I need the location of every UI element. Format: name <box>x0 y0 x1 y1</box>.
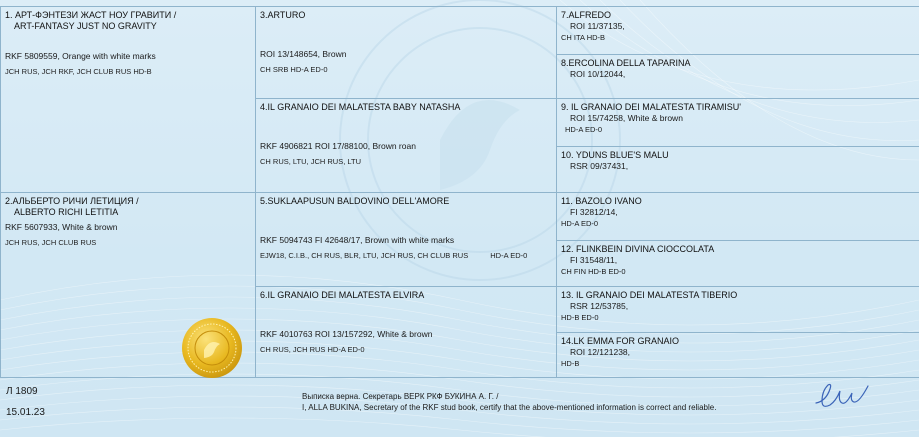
registration: ROI 12/121238, <box>570 346 631 357</box>
pedigree-num: 12. <box>561 243 574 254</box>
pedigree-num: 4. <box>260 102 268 113</box>
titles: HD-A ED-0 <box>565 125 603 135</box>
titles <box>260 250 552 261</box>
titles: HD-B ED-0 <box>561 312 599 322</box>
ancestor-cell-12 <box>557 240 919 286</box>
dog-name: АРТ-ФЭНТЕЗИ ЖАСТ НОУ ГРАВИТИ / <box>15 10 177 20</box>
pedigree-num: 11. <box>561 196 573 207</box>
ancestor-cell-9 <box>557 99 919 147</box>
registration: ROI 15/74258, White & brown <box>570 113 683 124</box>
pedigree-num: 3. <box>260 10 268 20</box>
serial-number: Л 1809 <box>6 386 38 397</box>
titles-list: EJW18, C.I.B., CH RUS, BLR, LTU, JCH RUS, CH CLUB RUS <box>260 251 469 261</box>
parent-cell-1 <box>1 7 256 193</box>
registration: RKF 4010763 ROI 13/157292, White & brown <box>260 328 433 339</box>
registration: RKF 5607933, White & brown <box>5 222 118 233</box>
titles: CH RUS, LTU, JCH RUS, LTU <box>260 157 361 167</box>
dog-name: АЛЬБЕРТО РИЧИ ЛЕТИЦИЯ / <box>12 196 139 207</box>
titles: JCH RUS, JCH CLUB RUS <box>5 238 97 248</box>
ancestor-cell-10 <box>557 147 919 193</box>
registration: FI 32812/14, <box>570 207 618 218</box>
titles: JCH RUS, JCH RKF, JCH CLUB RUS HD-B <box>5 67 152 76</box>
dog-name: LK EMMA FOR GRANAIO <box>573 335 680 346</box>
titles: CH RUS, JCH RUS HD-A ED-0 <box>260 344 365 354</box>
dog-name: SUKLAAPUSUN BALDOVINO DELL'AMORE <box>267 196 450 207</box>
ancestor-cell-14 <box>557 332 919 377</box>
ancestor-cell-7 <box>557 7 919 55</box>
dog-name: IL GRANAIO DEI MALATESTA TIBERIO <box>576 289 738 300</box>
registration: ROI 10/12044, <box>570 69 626 80</box>
pedigree-num: 6. <box>260 289 268 300</box>
pedigree-num: 14. <box>561 335 574 346</box>
dog-name: IL GRANAIO DEI MALATESTA ELVIRA <box>267 289 425 300</box>
titles: CH FIN HD-B ED-0 <box>561 266 626 276</box>
dog-name: ARTURO <box>267 10 306 20</box>
dog-name: ALFREDO <box>568 10 612 20</box>
grandparent-cell-3 <box>256 7 557 99</box>
pedigree-num: 2. <box>5 196 13 207</box>
pedigree-num: 5. <box>260 196 268 207</box>
dog-name: ERCOLINA DELLA TAPARINA <box>568 58 691 69</box>
titles: CH SRB HD-A ED-0 <box>260 65 328 74</box>
certification-en: I, ALLA BUKINA, Secretary of the RKF stud book, certify that the above-mentioned information is correct and reliable. <box>302 403 717 412</box>
grandparent-cell-5 <box>256 193 557 286</box>
ancestor-cell-13 <box>557 286 919 332</box>
dog-name: IL GRANAIO DEI MALATESTA TIRAMISU' <box>571 102 741 113</box>
health-tests: HD-A ED-0 <box>490 251 528 261</box>
pedigree-table <box>0 6 919 378</box>
signature <box>812 373 884 417</box>
pedigree-num: 10. <box>561 150 574 161</box>
registration: ROI 11/37135, <box>570 21 625 31</box>
pedigree-num: 8. <box>561 58 569 69</box>
pedigree-num: 9. <box>561 102 569 113</box>
issue-date: 15.01.23 <box>6 407 45 418</box>
dog-name: BAZOLO IVANO <box>575 196 642 207</box>
registration: FI 31548/11, <box>570 254 618 265</box>
dog-name: IL GRANAIO DEI MALATESTA BABY NATASHA <box>267 102 461 113</box>
grandparent-cell-4 <box>256 99 557 193</box>
registration: ROI 13/148654, Brown <box>260 49 347 59</box>
ancestor-cell-8 <box>557 55 919 99</box>
gold-seal <box>180 316 244 380</box>
pedigree-num: 1. <box>5 10 13 20</box>
dog-name-en: ART-FANTASY JUST NO GRAVITY <box>14 21 157 31</box>
registration: RKF 5809559, Orange with white marks <box>5 51 156 61</box>
dog-name: YDUNS BLUE'S MALU <box>575 150 669 161</box>
titles: HD-A ED-0 <box>561 219 599 229</box>
ancestor-cell-11 <box>557 193 919 240</box>
titles: HD-B <box>561 358 580 368</box>
registration: RKF 4906821 ROI 17/88100, Brown roan <box>260 141 416 152</box>
dog-name: FLINKBEIN DIVINA CIOCCOLATA <box>576 243 715 254</box>
dog-name-en: ALBERTO RICHI LETITIA <box>14 207 119 218</box>
footer <box>0 378 919 437</box>
registration: RSR 12/53785, <box>570 300 629 311</box>
registration: RSR 09/37431, <box>570 161 629 172</box>
pedigree-num: 7. <box>561 10 569 20</box>
registration: RKF 5094743 FI 42648/17, Brown with white marks <box>260 235 455 246</box>
grandparent-cell-6 <box>256 286 557 377</box>
certification-ru: Выписка верна. Секретарь ВЕРК РКФ БУКИНА А. Г. / <box>302 392 499 401</box>
pedigree-num: 13. <box>561 289 574 300</box>
titles: CH ITA HD-B <box>561 33 606 42</box>
